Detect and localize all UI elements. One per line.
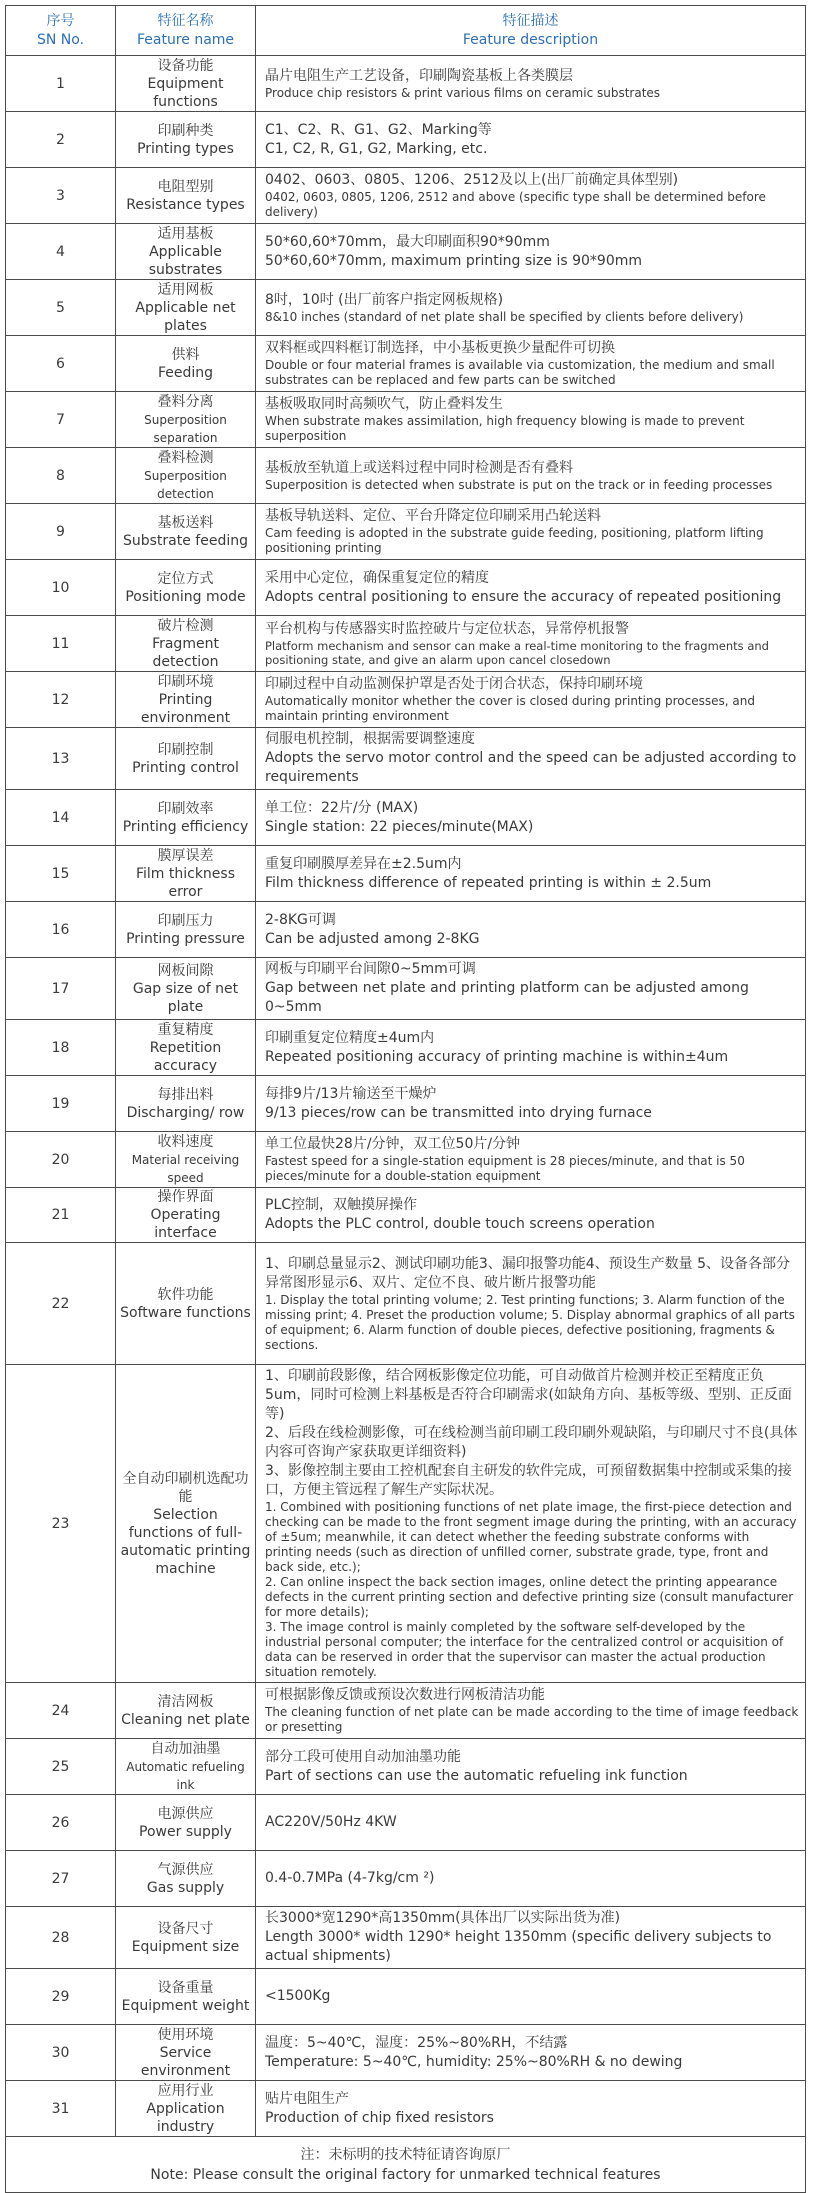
row-sn: 16 bbox=[6, 902, 116, 958]
feature-name-zh: 每排出料 bbox=[157, 1086, 214, 1103]
row-feature-description bbox=[256, 560, 806, 616]
row-feature-description bbox=[256, 280, 806, 336]
feature-name-zh: 定位方式 bbox=[157, 570, 214, 587]
row-sn: 5 bbox=[6, 280, 116, 336]
feature-description-en: Superposition is detected when substrate is put on the track or in feeding processes bbox=[265, 477, 773, 492]
row-sn: 13 bbox=[6, 728, 116, 790]
feature-description-zh: 伺服电机控制，根据需要调整速度 bbox=[265, 731, 475, 747]
feature-description-zh: 印刷过程中自动监测保护罩是否处于闭合状态，保持印刷环境 bbox=[265, 676, 643, 692]
feature-description-en: Temperature: 5~40℃, humidity: 25%~80%RH & no dewing bbox=[265, 2053, 683, 2070]
feature-name-en: Superposition detection bbox=[144, 468, 227, 501]
feature-name-en: Printing types bbox=[137, 140, 234, 157]
feature-name-en: Resistance types bbox=[126, 196, 245, 213]
feature-name-zh: 设备重量 bbox=[157, 1979, 214, 1996]
feature-name-en: Selection functions of full-automatic printing machine bbox=[120, 1506, 251, 1577]
row-sn: 4 bbox=[6, 224, 116, 280]
table-row bbox=[6, 1243, 806, 1365]
table-row bbox=[6, 224, 806, 280]
feature-name-en: Fragment detection bbox=[152, 635, 219, 670]
row-sn: 28 bbox=[6, 1907, 116, 1969]
table-row bbox=[6, 280, 806, 336]
feature-description-en: Automatically monitor whether the cover is closed during printing processes, and maintain printing environment bbox=[265, 694, 755, 723]
row-sn: 29 bbox=[6, 1969, 116, 2025]
row-sn: 6 bbox=[6, 336, 116, 392]
row-sn: 31 bbox=[6, 2081, 116, 2137]
row-sn: 11 bbox=[6, 616, 116, 672]
note-row bbox=[6, 2137, 806, 2193]
note-cell bbox=[6, 2137, 806, 2193]
row-sn: 21 bbox=[6, 1188, 116, 1243]
feature-name-zh: 设备功能 bbox=[157, 57, 214, 74]
feature-name-zh: 叠料检测 bbox=[157, 449, 214, 466]
table-body bbox=[6, 56, 806, 2137]
table-row bbox=[6, 1969, 806, 2025]
row-feature-description bbox=[256, 2025, 806, 2081]
table-row bbox=[6, 336, 806, 392]
feature-name-en: Discharging/ row bbox=[126, 1104, 245, 1121]
feature-description-en: 0402, 0603, 0805, 1206, 2512 and above (specific type shall be determined before delivery) bbox=[265, 190, 766, 219]
feature-name-zh: 印刷效率 bbox=[157, 800, 214, 817]
table-row bbox=[6, 504, 806, 560]
feature-name-zh: 印刷控制 bbox=[157, 741, 214, 758]
feature-name-zh: 电源供应 bbox=[157, 1805, 214, 1822]
table-row bbox=[6, 112, 806, 168]
row-feature-name bbox=[116, 336, 256, 392]
row-feature-name bbox=[116, 56, 256, 112]
row-feature-name bbox=[116, 672, 256, 728]
feature-description-zh: 1、印刷前段影像，结合网板影像定位功能，可自动做首片检测并校正至精度正负5um，同时可检测上料基板是否符合印刷需求(如缺角方向、基板等级、型别、正反面等) 2、后段在线检测影像，可在线检测当前印刷工段印刷外观缺陷，与印刷尺寸不良(具体内容可咨询产家获取更详细资料) 3、影像控制主要由工控机配套自主研发的软件完成，可预留数据集中控制或采集的接口，方便主管远程了解生产实际状况。 bbox=[265, 1368, 798, 1498]
row-sn: 7 bbox=[6, 392, 116, 448]
header-sn bbox=[6, 6, 116, 56]
feature-description-zh: 8吋，10吋 (出厂前客户指定网板规格) bbox=[265, 291, 504, 308]
feature-name-en: Printing control bbox=[132, 759, 239, 776]
feature-description-en: Length 3000* width 1290* height 1350mm (specific delivery subjects to actual shipments) bbox=[265, 1929, 772, 1964]
feature-name-zh: 应用行业 bbox=[157, 2082, 214, 2099]
feature-name-en: Printing pressure bbox=[126, 930, 245, 947]
feature-name-zh: 设备尺寸 bbox=[157, 1920, 214, 1937]
row-feature-name bbox=[116, 280, 256, 336]
row-feature-description bbox=[256, 1739, 806, 1795]
row-feature-description bbox=[256, 448, 806, 504]
row-feature-name bbox=[116, 1365, 256, 1683]
row-sn: 14 bbox=[6, 790, 116, 846]
row-feature-name bbox=[116, 2025, 256, 2081]
feature-name-en: Cleaning net plate bbox=[121, 1711, 250, 1728]
feature-description-en: Film thickness difference of repeated printing is within ± 2.5um bbox=[265, 874, 712, 891]
row-feature-description bbox=[256, 1076, 806, 1132]
feature-description-zh: 1、印刷总量显示2、测试印刷功能3、漏印报警功能4、预设生产数量 5、设备各部分异常图形显示6、双片、定位不良、破片断片报警功能 bbox=[265, 1255, 790, 1291]
row-sn: 18 bbox=[6, 1020, 116, 1076]
row-feature-description bbox=[256, 1132, 806, 1188]
table-row bbox=[6, 1188, 806, 1243]
feature-description-zh: 长3000*宽1290*高1350mm(具体出厂以实际出货为准) bbox=[265, 1910, 621, 1926]
row-feature-name bbox=[116, 1795, 256, 1851]
row-feature-description bbox=[256, 790, 806, 846]
feature-name-en: Material receiving speed bbox=[131, 1152, 240, 1185]
row-feature-name bbox=[116, 1907, 256, 1969]
row-feature-description bbox=[256, 1907, 806, 1969]
row-feature-name bbox=[116, 1851, 256, 1907]
feature-name-zh: 印刷压力 bbox=[157, 912, 214, 929]
feature-name-zh: 基板送料 bbox=[157, 514, 214, 531]
row-feature-description bbox=[256, 672, 806, 728]
feature-name-zh: 膜厚误差 bbox=[157, 847, 214, 864]
row-sn: 9 bbox=[6, 504, 116, 560]
row-sn: 27 bbox=[6, 1851, 116, 1907]
row-feature-name bbox=[116, 392, 256, 448]
feature-name-en: Positioning mode bbox=[125, 588, 246, 605]
feature-description-zh: 基板导轨送料、定位、平台升降定位印刷采用凸轮送料 bbox=[265, 508, 601, 524]
row-feature-description bbox=[256, 1795, 806, 1851]
spec-table bbox=[5, 5, 806, 2193]
feature-description-zh: 双料框或四料框订制选择，中小基板更换少量配件可切换 bbox=[265, 340, 615, 356]
row-sn: 26 bbox=[6, 1795, 116, 1851]
row-feature-name bbox=[116, 790, 256, 846]
row-feature-name bbox=[116, 1132, 256, 1188]
feature-name-zh: 印刷种类 bbox=[157, 122, 214, 139]
row-feature-description bbox=[256, 902, 806, 958]
feature-description-zh: 50*60,60*70mm，最大印刷面积90*90mm bbox=[265, 233, 550, 250]
feature-name-en: Repetition accuracy bbox=[149, 1039, 222, 1074]
feature-description-en: Part of sections can use the automatic refueling ink function bbox=[265, 1767, 688, 1784]
feature-description-en: Cam feeding is adopted in the substrate guide feeding, positioning, platform lifting positioning printing bbox=[265, 526, 764, 555]
feature-name-en: Equipment size bbox=[131, 1938, 240, 1955]
table-row bbox=[6, 846, 806, 902]
feature-name-en: Feeding bbox=[157, 364, 214, 381]
row-sn: 2 bbox=[6, 112, 116, 168]
row-feature-description bbox=[256, 958, 806, 1020]
row-feature-name bbox=[116, 504, 256, 560]
row-sn: 12 bbox=[6, 672, 116, 728]
table-row bbox=[6, 728, 806, 790]
header-desc-en: Feature description bbox=[462, 31, 599, 48]
feature-name-en: Equipment functions bbox=[147, 75, 224, 110]
row-feature-name bbox=[116, 560, 256, 616]
header-sn-en: SN No. bbox=[36, 31, 85, 48]
row-feature-name bbox=[116, 958, 256, 1020]
row-feature-description bbox=[256, 616, 806, 672]
feature-description-en: Adopts the servo motor control and the speed can be adjusted according to requirements bbox=[265, 750, 797, 785]
feature-description-zh: 贴片电阻生产 bbox=[265, 2090, 349, 2107]
row-feature-name bbox=[116, 616, 256, 672]
row-sn: 30 bbox=[6, 2025, 116, 2081]
row-sn: 24 bbox=[6, 1683, 116, 1739]
table-row bbox=[6, 1076, 806, 1132]
feature-description-zh: 晶片电阻生产工艺设备，印刷陶瓷基板上各类膜层 bbox=[265, 67, 573, 84]
feature-description-zh: 重复印刷膜厚差异在±2.5um内 bbox=[265, 855, 462, 872]
feature-name-en: Printing efficiency bbox=[122, 818, 249, 835]
table-row bbox=[6, 1795, 806, 1851]
feature-name-zh: 使用环境 bbox=[157, 2026, 214, 2043]
row-feature-name bbox=[116, 728, 256, 790]
feature-description-zh: AC220V/50Hz 4KW bbox=[265, 1814, 397, 1830]
feature-name-en: Applicable net plates bbox=[135, 299, 236, 334]
feature-name-en: Gap size of net plate bbox=[132, 980, 239, 1015]
row-sn: 3 bbox=[6, 168, 116, 224]
feature-name-zh: 自动加油墨 bbox=[150, 1740, 221, 1757]
table-row bbox=[6, 1851, 806, 1907]
table-row bbox=[6, 1132, 806, 1188]
feature-name-en: Service environment bbox=[140, 2044, 231, 2079]
feature-description-zh: 基板吸取同时高频吹气，防止叠料发生 bbox=[265, 396, 503, 412]
feature-name-zh: 操作界面 bbox=[157, 1189, 214, 1205]
row-feature-description bbox=[256, 392, 806, 448]
row-feature-name bbox=[116, 902, 256, 958]
row-feature-description bbox=[256, 846, 806, 902]
row-sn: 17 bbox=[6, 958, 116, 1020]
row-sn: 1 bbox=[6, 56, 116, 112]
row-feature-name bbox=[116, 1739, 256, 1795]
feature-description-en: 1. Display the total printing volume; 2. Test printing functions; 3. Alarm function of the missing print; 4. Preset the production volume; 5. Display abnormal graphics of all parts of equipment; 6. Alarm function of double pieces, defective positioning, fragments & sections. bbox=[265, 1292, 795, 1352]
feature-description-zh: 每排9片/13片输送至干燥炉 bbox=[265, 1085, 437, 1102]
header-sn-zh: 序号 bbox=[46, 12, 75, 29]
feature-description-en: When substrate makes assimilation, high frequency blowing is made to prevent superposition bbox=[265, 414, 745, 443]
feature-description-en: 50*60,60*70mm, maximum printing size is 90*90mm bbox=[265, 252, 643, 269]
feature-name-zh: 叠料分离 bbox=[157, 393, 214, 410]
row-sn: 15 bbox=[6, 846, 116, 902]
feature-description-zh: 可根据影像反馈或预设次数进行网板清洁功能 bbox=[265, 1687, 545, 1703]
feature-name-en: Application industry bbox=[146, 2100, 225, 2135]
feature-description-en: Single station: 22 pieces/minute(MAX) bbox=[265, 818, 534, 835]
table-row bbox=[6, 1683, 806, 1739]
feature-name-zh: 全自动印刷机选配功能 bbox=[122, 1470, 249, 1505]
feature-description-zh: 部分工段可使用自动加油墨功能 bbox=[265, 1748, 461, 1765]
feature-description-en: Produce chip resistors & print various films on ceramic substrates bbox=[265, 85, 661, 100]
feature-description-en: Fastest speed for a single-station equipment is 28 pieces/minute, and that is 50 pieces/minute for a double-station equipment bbox=[265, 1154, 745, 1183]
row-feature-name bbox=[116, 1243, 256, 1365]
feature-description-en: C1, C2, R, G1, G2, Marking, etc. bbox=[265, 140, 488, 157]
row-feature-description bbox=[256, 1969, 806, 2025]
table-row bbox=[6, 392, 806, 448]
feature-description-zh: 基板放至轨道上或送料过程中同时检测是否有叠料 bbox=[265, 459, 573, 476]
feature-description-zh: <1500Kg bbox=[265, 1988, 331, 2004]
table-row bbox=[6, 1907, 806, 1969]
table-row bbox=[6, 790, 806, 846]
feature-name-zh: 收料速度 bbox=[157, 1133, 214, 1150]
table-row bbox=[6, 448, 806, 504]
feature-name-zh: 适用基板 bbox=[157, 225, 214, 242]
table-row bbox=[6, 902, 806, 958]
feature-name-en: Operating interface bbox=[150, 1207, 221, 1241]
feature-description-en: Gap between net plate and printing platform can be adjusted among 0~5mm bbox=[265, 980, 749, 1015]
feature-description-en: 1. Combined with positioning functions of net plate image, the first-piece detection and checking can be made to the front segment image during the printing, with an accuracy of ±5um; meanwhile, it can detect whether the feeding substrate conforms with printing needs (such as direction of unfilled corner, substrate grade, type, front and back side, etc.); 2. Can online inspect the back section images, online detect the printing appearance defects in the current printing section and defective printing size (consult manufacturer for more details); 3. The image control is mainly completed by the software self-developed by the industrial personal computer; the interface for the centralized control or acquisition of data can be reserved in order that the supervisor can master the actual production situation remotely. bbox=[265, 1500, 797, 1679]
feature-description-en: Can be adjusted among 2-8KG bbox=[265, 930, 480, 947]
row-feature-description bbox=[256, 168, 806, 224]
row-feature-description bbox=[256, 728, 806, 790]
feature-description-zh: 0.4-0.7MPa (4-7kg/cm ²) bbox=[265, 1870, 435, 1886]
row-sn: 10 bbox=[6, 560, 116, 616]
row-feature-description bbox=[256, 2081, 806, 2137]
feature-description-en: Adopts central positioning to ensure the accuracy of repeated positioning bbox=[265, 588, 782, 605]
row-feature-description bbox=[256, 336, 806, 392]
feature-name-zh: 重复精度 bbox=[157, 1021, 214, 1038]
table-row bbox=[6, 2025, 806, 2081]
header-desc-zh: 特征描述 bbox=[502, 12, 559, 29]
row-feature-description bbox=[256, 56, 806, 112]
table-row bbox=[6, 672, 806, 728]
feature-name-en: Film thickness error bbox=[135, 865, 236, 900]
feature-name-en: Substrate feeding bbox=[122, 532, 248, 549]
feature-name-en: Gas supply bbox=[146, 1879, 225, 1896]
row-feature-name bbox=[116, 1683, 256, 1739]
row-feature-name bbox=[116, 112, 256, 168]
row-feature-name bbox=[116, 448, 256, 504]
table-row bbox=[6, 560, 806, 616]
feature-description-en: 9/13 pieces/row can be transmitted into drying furnace bbox=[265, 1104, 652, 1121]
row-feature-name bbox=[116, 1188, 256, 1243]
feature-description-en: Adopts the PLC control, double touch screens operation bbox=[265, 1216, 655, 1232]
row-feature-name bbox=[116, 1020, 256, 1076]
row-feature-description bbox=[256, 1188, 806, 1243]
header-desc bbox=[256, 6, 806, 56]
feature-description-en: Double or four material frames is available via customization, the medium and small substrates can be replaced and few parts can be switched bbox=[265, 358, 775, 387]
table-row bbox=[6, 2081, 806, 2137]
feature-description-zh: C1、C2、R、G1、G2、Marking等 bbox=[265, 121, 492, 138]
feature-name-en: Printing environment bbox=[140, 691, 231, 726]
feature-description-zh: 单工位：22片/分 (MAX) bbox=[265, 799, 419, 816]
feature-description-en: Repeated positioning accuracy of printing machine is within±4um bbox=[265, 1048, 729, 1065]
feature-description-en: The cleaning function of net plate can be made according to the time of image feedback or presetting bbox=[265, 1705, 799, 1734]
feature-description-zh: 印刷重复定位精度±4um内 bbox=[265, 1029, 435, 1046]
note-en: Note: Please consult the original factory for unmarked technical features bbox=[150, 2166, 661, 2183]
feature-name-zh: 网板间隙 bbox=[157, 962, 214, 979]
row-sn: 22 bbox=[6, 1243, 116, 1365]
header-name-zh: 特征名称 bbox=[157, 12, 214, 29]
row-sn: 25 bbox=[6, 1739, 116, 1795]
feature-description-zh: 采用中心定位，确保重复定位的精度 bbox=[265, 569, 489, 586]
table-row bbox=[6, 616, 806, 672]
row-feature-name bbox=[116, 224, 256, 280]
feature-description-zh: PLC控制，双触摸屏操作 bbox=[265, 1197, 418, 1213]
feature-name-en: Applicable substrates bbox=[148, 243, 223, 278]
row-feature-name bbox=[116, 168, 256, 224]
feature-description-zh: 平台机构与传感器实时监控破片与定位状态，异常停机报警 bbox=[265, 620, 629, 637]
row-feature-description bbox=[256, 224, 806, 280]
feature-name-en: Power supply bbox=[139, 1823, 232, 1840]
feature-name-en: Superposition separation bbox=[144, 412, 227, 445]
row-feature-description bbox=[256, 1365, 806, 1683]
feature-name-zh: 电阻型别 bbox=[157, 178, 214, 195]
row-feature-name bbox=[116, 2081, 256, 2137]
table-row bbox=[6, 168, 806, 224]
feature-description-en: Production of chip fixed resistors bbox=[265, 2109, 494, 2126]
feature-name-zh: 适用网板 bbox=[157, 281, 214, 298]
feature-name-zh: 破片检测 bbox=[157, 617, 214, 634]
feature-description-zh: 温度：5~40℃，湿度：25%~80%RH，不结露 bbox=[265, 2034, 568, 2051]
feature-name-zh: 印刷环境 bbox=[157, 673, 214, 690]
row-feature-name bbox=[116, 846, 256, 902]
row-sn: 8 bbox=[6, 448, 116, 504]
table-row bbox=[6, 1739, 806, 1795]
row-feature-description bbox=[256, 1020, 806, 1076]
row-sn: 19 bbox=[6, 1076, 116, 1132]
feature-description-zh: 网板与印刷平台间隙0~5mm可调 bbox=[265, 961, 476, 977]
row-feature-description bbox=[256, 112, 806, 168]
header-name bbox=[116, 6, 256, 56]
feature-name-zh: 清洁网板 bbox=[157, 1693, 214, 1710]
feature-name-en: Automatic refueling ink bbox=[126, 1759, 245, 1792]
feature-description-en: 8&10 inches (standard of net plate shall be specified by clients before delivery) bbox=[265, 309, 744, 324]
feature-description-zh: 2-8KG可调 bbox=[265, 911, 336, 928]
feature-name-zh: 软件功能 bbox=[157, 1286, 214, 1303]
table-row bbox=[6, 1020, 806, 1076]
feature-name-en: Software functions bbox=[120, 1304, 251, 1321]
feature-name-zh: 气源供应 bbox=[157, 1861, 214, 1878]
feature-name-en: Equipment weight bbox=[121, 1997, 250, 2014]
row-sn: 23 bbox=[6, 1365, 116, 1683]
table-row bbox=[6, 1365, 806, 1683]
table-row bbox=[6, 56, 806, 112]
feature-description-zh: 0402、0603、0805、1206、2512及以上(出厂前确定具体型别) bbox=[265, 172, 679, 188]
row-feature-name bbox=[116, 1076, 256, 1132]
row-sn: 20 bbox=[6, 1132, 116, 1188]
table-row bbox=[6, 958, 806, 1020]
row-feature-description bbox=[256, 1851, 806, 1907]
header-row bbox=[6, 6, 806, 56]
row-feature-description bbox=[256, 504, 806, 560]
feature-description-en: Platform mechanism and sensor can make a real-time monitoring to the fragments and positioning state, and give an alarm upon cancel closedown bbox=[265, 638, 769, 667]
feature-description-zh: 单工位最快28片/分钟，双工位50片/分钟 bbox=[265, 1136, 521, 1152]
note-zh: 注：未标明的技术特征请咨询原厂 bbox=[300, 2146, 511, 2163]
row-feature-description bbox=[256, 1683, 806, 1739]
row-feature-description bbox=[256, 1243, 806, 1365]
row-feature-name bbox=[116, 1969, 256, 2025]
feature-name-zh: 供料 bbox=[171, 346, 200, 363]
header-name-en: Feature name bbox=[136, 31, 235, 48]
